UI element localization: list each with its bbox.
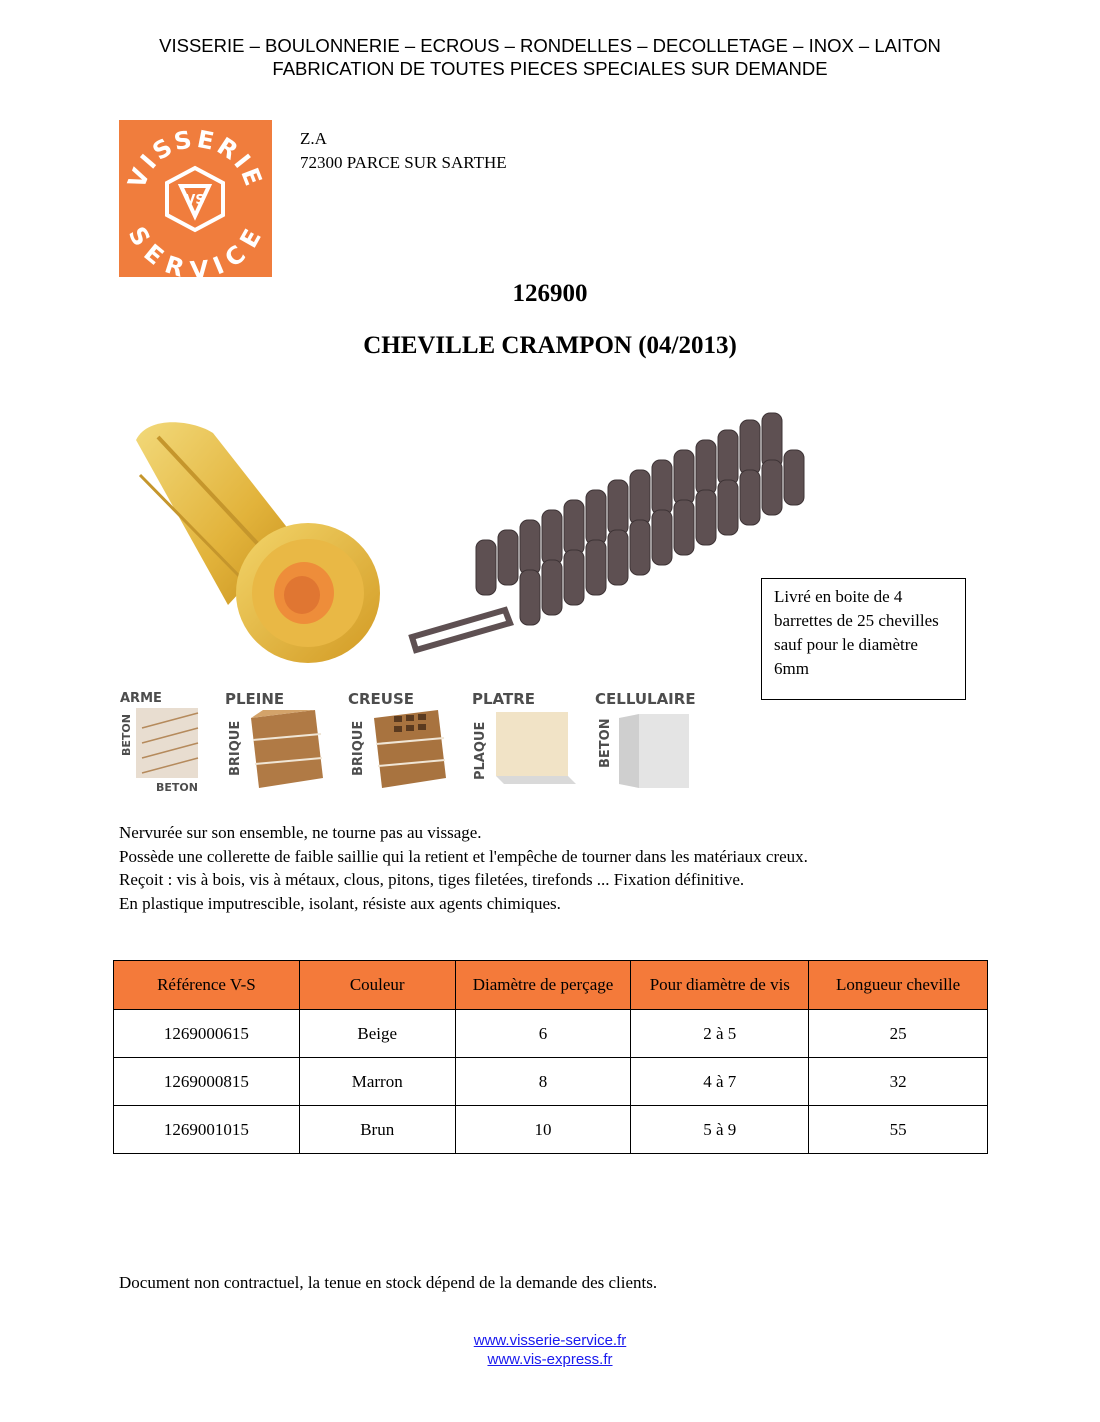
cell-color: Beige <box>299 1010 455 1058</box>
cell-length: 25 <box>809 1010 988 1058</box>
single-anchor-icon <box>118 415 388 675</box>
address-line-1: Z.A <box>300 129 327 148</box>
website-link-visserie-service[interactable]: www.visserie-service.fr <box>473 1332 627 1349</box>
website-link-vis-express[interactable]: www.vis-express.fr <box>487 1351 613 1368</box>
description-line: Nervurée sur son ensemble, ne tourne pas au vissage. <box>119 823 482 842</box>
cellular-concrete-icon <box>593 688 703 798</box>
column-header-reference: Référence V-S <box>114 961 300 1010</box>
table-header-row <box>114 961 988 1010</box>
svg-text:PLATRE: PLATRE <box>472 690 536 708</box>
packaging-note: Livré en boite de 4 barrettes de 25 chevilles sauf pour le diamètre 6mm <box>761 578 966 700</box>
specifications-table <box>113 960 988 1154</box>
cell-length: 32 <box>809 1058 988 1106</box>
page-header <box>0 34 1100 80</box>
svg-text:BETON: BETON <box>120 714 133 756</box>
cell-drill-diameter: 8 <box>455 1058 631 1106</box>
material-plasterboard <box>468 688 578 798</box>
product-title: CHEVILLE CRAMPON (04/2013) <box>363 332 737 359</box>
cell-reference: 1269000815 <box>114 1058 300 1106</box>
svg-text:PLAQUE: PLAQUE <box>473 721 488 780</box>
cell-reference: 1269000615 <box>114 1010 300 1058</box>
anchor-photo <box>118 415 388 675</box>
material-solid-brick <box>223 688 333 798</box>
svg-text:ARME: ARME <box>120 691 162 706</box>
cell-drill-diameter: 10 <box>455 1106 631 1154</box>
svg-text:VISSERIE: VISSERIE <box>122 124 269 193</box>
column-header-drill-diameter: Diamètre de perçage <box>455 961 631 1010</box>
company-address <box>300 127 507 175</box>
cell-screw-diameter: 4 à 7 <box>631 1058 809 1106</box>
cell-color: Brun <box>299 1106 455 1154</box>
disclaimer-text: Document non contractuel, la tenue en stock dépend de la demande des clients. <box>119 1273 658 1292</box>
material-reinforced-concrete <box>118 688 228 798</box>
product-description <box>119 821 808 915</box>
reinforced-concrete-icon <box>118 688 228 798</box>
svg-text:BRIQUE: BRIQUE <box>228 720 243 776</box>
product-reference: 126900 <box>512 280 588 307</box>
cell-length: 55 <box>809 1106 988 1154</box>
cell-drill-diameter: 6 <box>455 1010 631 1058</box>
column-header-color: Couleur <box>299 961 455 1010</box>
svg-text:BETON: BETON <box>156 781 198 794</box>
svg-text:PLEINE: PLEINE <box>225 690 285 708</box>
svg-text:CELLULAIRE: CELLULAIRE <box>595 690 696 708</box>
company-logo <box>119 120 272 277</box>
svg-text:VS: VS <box>185 193 205 208</box>
header-line-1: VISSERIE – BOULONNERIE – ECROUS – RONDELLES – DECOLLETAGE – INOX – LAITON <box>159 35 941 56</box>
column-header-screw-diameter: Pour diamètre de vis <box>631 961 809 1010</box>
table-row <box>114 1010 988 1058</box>
column-header-length: Longueur cheville <box>809 961 988 1010</box>
cell-reference: 1269001015 <box>114 1106 300 1154</box>
svg-text:SERVICE: SERVICE <box>122 221 269 277</box>
material-hollow-brick <box>346 688 456 798</box>
description-line: Reçoit : vis à bois, vis à métaux, clous, pitons, tiges filetées, tirefonds ... Fixation définitive. <box>119 870 745 889</box>
svg-text:CREUSE: CREUSE <box>348 690 415 708</box>
cell-color: Marron <box>299 1058 455 1106</box>
solid-brick-icon <box>223 688 333 798</box>
cell-screw-diameter: 2 à 5 <box>631 1010 809 1058</box>
header-line-2: FABRICATION DE TOUTES PIECES SPECIALES SUR DEMANDE <box>272 58 828 79</box>
material-cellular-concrete <box>593 688 703 798</box>
svg-text:BETON: BETON <box>598 718 613 768</box>
svg-text:BRIQUE: BRIQUE <box>351 720 366 776</box>
table-row <box>114 1106 988 1154</box>
hollow-brick-icon <box>346 688 456 798</box>
compatible-materials <box>118 688 698 798</box>
cell-screw-diameter: 5 à 9 <box>631 1106 809 1154</box>
plasterboard-icon <box>468 688 578 798</box>
description-line: En plastique imputrescible, isolant, résiste aux agents chimiques. <box>119 893 561 913</box>
description-line: Possède une collerette de faible saillie qui la retient et l'empêche de tourner dans les matériaux creux. <box>119 846 808 866</box>
address-line-2: 72300 PARCE SUR SARTHE <box>300 153 507 172</box>
page-footer <box>0 1331 1100 1369</box>
table-row <box>114 1058 988 1106</box>
visserie-service-logo-icon <box>119 120 272 277</box>
